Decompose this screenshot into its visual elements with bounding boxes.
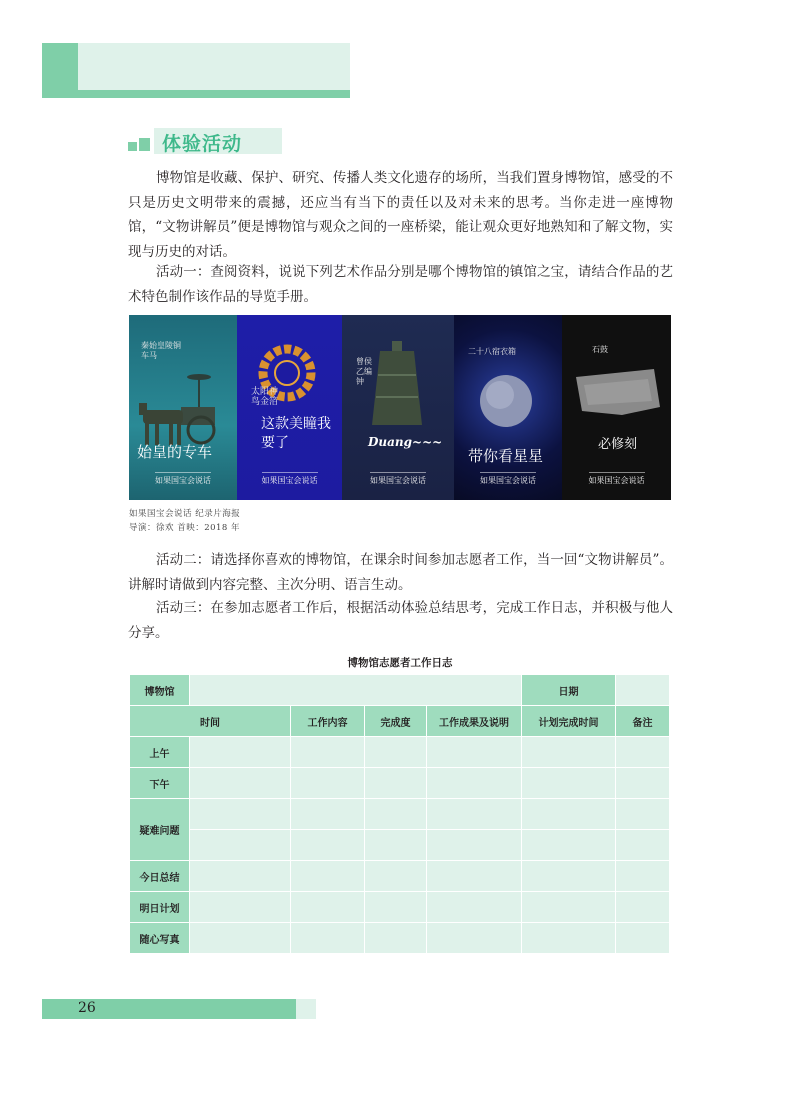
table-cell[interactable] — [190, 892, 291, 923]
heading-square-large — [139, 138, 150, 151]
column-header-time: 时间 — [130, 706, 291, 737]
table-cell[interactable] — [522, 892, 616, 923]
table-cell[interactable] — [365, 737, 427, 768]
poster-bronze-chariot — [129, 315, 237, 500]
table-cell[interactable] — [616, 861, 670, 892]
table-cell[interactable] — [616, 830, 670, 861]
museum-label: 博物馆 — [130, 675, 190, 706]
poster-subtitle: 二十八宿衣箱 — [468, 347, 516, 356]
table-cell[interactable] — [427, 799, 522, 830]
section-title: 体验活动 — [162, 133, 243, 155]
row-label-plan: 明日计划 — [130, 892, 190, 923]
activity-one-paragraph: 活动一：查阅资料，说说下列艺术作品分别是哪个博物馆的镇馆之宝，请结合作品的艺术特色制作该作品的导览手册。 — [128, 264, 673, 305]
poster-logo: 如果国宝会说话 — [155, 472, 211, 486]
volunteer-work-log-table — [129, 674, 670, 954]
museum-row — [130, 675, 670, 706]
poster-subtitle: 曾侯乙编钟 — [356, 357, 372, 386]
poster-logo: 如果国宝会说话 — [370, 472, 426, 486]
museum-field[interactable] — [190, 675, 522, 706]
header-decoration-light — [78, 43, 350, 90]
column-header-planned-time: 计划完成时间 — [522, 706, 616, 737]
table-cell[interactable] — [291, 892, 365, 923]
poster-headline: Duang~~~ — [368, 435, 443, 449]
table-cell[interactable] — [291, 799, 365, 830]
table-cell[interactable] — [190, 799, 291, 830]
activity-two-paragraph: 活动二：请选择你喜欢的博物馆，在课余时间参加志愿者工作，当一回“文物讲解员”。讲解时请做到内容完整、主次分明、语言生动。 — [128, 552, 673, 593]
table-cell[interactable] — [291, 923, 365, 954]
intro-paragraph: 博物馆是收藏、保护、研究、传播人类文化遗存的场所，当我们置身博物馆，感受的不只是历史文明带来的震撼，还应当有当下的责任以及对未来的思考。当你走进一座博物馆，“文物讲解员”便是博物馆与观众之间的一座桥梁，能让观众更好地熟知和了解文物，实现与历史的对话。 — [128, 170, 673, 260]
table-cell[interactable] — [427, 923, 522, 954]
footer-decoration-light — [296, 999, 316, 1019]
column-header-remarks: 备注 — [616, 706, 670, 737]
table-cell[interactable] — [522, 799, 616, 830]
table-cell[interactable] — [291, 861, 365, 892]
poster-subtitle: 太阳神鸟金箔 — [251, 387, 279, 407]
table-cell[interactable] — [190, 830, 291, 861]
table-row — [130, 923, 670, 954]
work-log-title: 博物馆志愿者工作日志 — [347, 657, 453, 669]
poster-headline: 始皇的专车 — [137, 443, 213, 461]
poster-sun-bird — [237, 315, 342, 500]
table-cell[interactable] — [365, 892, 427, 923]
table-cell[interactable] — [190, 768, 291, 799]
poster-star-chart — [454, 315, 562, 500]
column-header-row — [130, 706, 670, 737]
table-cell[interactable] — [427, 892, 522, 923]
table-cell[interactable] — [190, 737, 291, 768]
poster-stone-drum — [562, 315, 671, 500]
table-cell[interactable] — [365, 923, 427, 954]
page-number: 26 — [78, 1000, 96, 1016]
column-header-work-content: 工作内容 — [291, 706, 365, 737]
table-cell[interactable] — [427, 768, 522, 799]
poster-subtitle: 石鼓 — [592, 345, 608, 354]
table-row — [130, 861, 670, 892]
column-header-results: 工作成果及说明 — [427, 706, 522, 737]
table-cell[interactable] — [427, 737, 522, 768]
table-cell[interactable] — [291, 768, 365, 799]
poster-bronze-bell — [342, 315, 454, 500]
table-cell[interactable] — [522, 861, 616, 892]
table-cell[interactable] — [522, 830, 616, 861]
heading-square-small — [128, 142, 137, 151]
table-cell[interactable] — [291, 830, 365, 861]
table-cell[interactable] — [427, 830, 522, 861]
poster-caption-line1: 如果国宝会说话 纪录片海报 — [129, 509, 241, 519]
date-field[interactable] — [616, 675, 670, 706]
documentary-poster-strip — [129, 315, 671, 500]
poster-headline: 带你看星星 — [468, 447, 544, 465]
poster-logo: 如果国宝会说话 — [589, 472, 645, 486]
table-cell[interactable] — [616, 768, 670, 799]
table-row — [130, 737, 670, 768]
table-row — [130, 799, 670, 830]
table-cell[interactable] — [365, 799, 427, 830]
table-row — [130, 892, 670, 923]
date-label: 日期 — [522, 675, 616, 706]
poster-logo: 如果国宝会说话 — [262, 472, 318, 486]
table-cell[interactable] — [616, 923, 670, 954]
poster-subtitle: 秦始皇陵铜车马 — [141, 341, 181, 360]
poster-headline: 这款美瞳我要了 — [261, 416, 331, 451]
table-cell[interactable] — [365, 830, 427, 861]
table-row — [130, 768, 670, 799]
table-cell[interactable] — [365, 768, 427, 799]
table-cell[interactable] — [616, 799, 670, 830]
activity-three-paragraph: 活动三：在参加志愿者工作后，根据活动体验总结思考，完成工作日志，并积极与他人分享。 — [128, 600, 673, 641]
row-label-notes: 随心写真 — [130, 923, 190, 954]
table-cell[interactable] — [190, 923, 291, 954]
poster-logo: 如果国宝会说话 — [480, 472, 536, 486]
column-header-completion: 完成度 — [365, 706, 427, 737]
poster-headline: 必修刻 — [598, 437, 638, 452]
table-cell[interactable] — [616, 737, 670, 768]
table-cell[interactable] — [427, 861, 522, 892]
header-decoration-bar — [78, 90, 350, 98]
poster-caption-line2: 导演：徐欢 首映：2018 年 — [129, 523, 241, 533]
table-cell[interactable] — [190, 861, 291, 892]
table-cell[interactable] — [616, 892, 670, 923]
table-cell[interactable] — [291, 737, 365, 768]
table-cell[interactable] — [522, 737, 616, 768]
row-label-morning: 上午 — [130, 737, 190, 768]
row-label-summary: 今日总结 — [130, 861, 190, 892]
table-cell[interactable] — [522, 768, 616, 799]
table-cell[interactable] — [365, 861, 427, 892]
row-label-afternoon: 下午 — [130, 768, 190, 799]
header-decoration-dark — [42, 43, 78, 98]
table-row — [130, 830, 670, 861]
row-label-problems: 疑难问题 — [130, 799, 190, 861]
table-cell[interactable] — [522, 923, 616, 954]
